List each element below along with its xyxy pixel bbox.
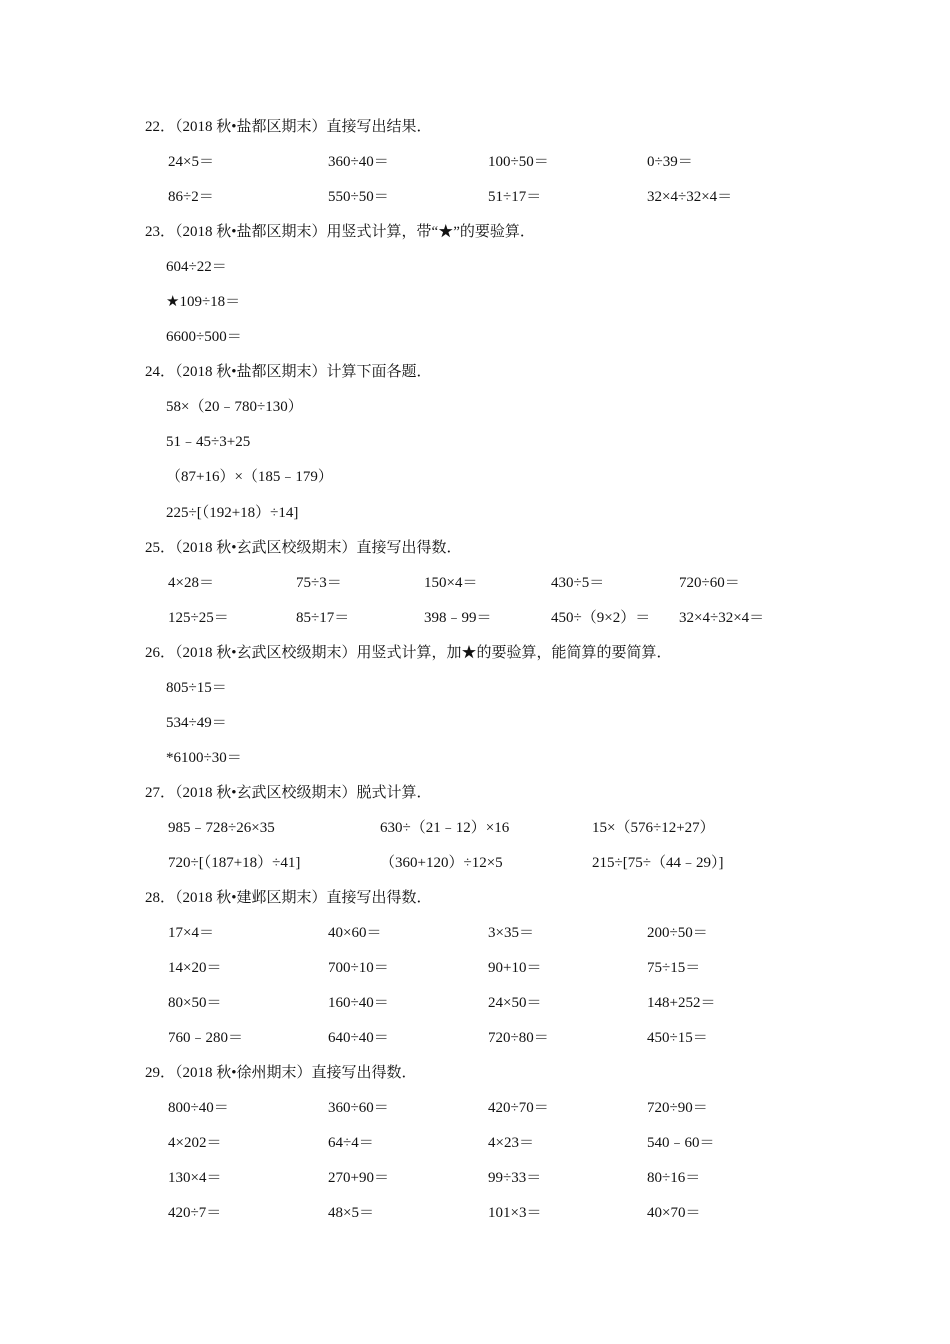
problem: 75÷3＝	[296, 575, 342, 591]
question-24-title	[145, 363, 432, 381]
question-prompt: 直接写出得数．	[326, 890, 432, 906]
problem: 32×4÷32×4＝	[679, 610, 765, 626]
problem: 40×70＝	[647, 1205, 701, 1221]
problem: 75÷15＝	[647, 960, 701, 976]
question-source: （2018 秋•盐都区期末）	[175, 119, 327, 135]
problem: 40×60＝	[328, 925, 382, 941]
problem: 640÷40＝	[328, 1030, 389, 1046]
problem: 360÷40＝	[328, 154, 389, 170]
question-source: （2018 秋•建邺区期末）	[175, 890, 327, 906]
problem: 17×4＝	[168, 925, 214, 941]
problem: 24×5＝	[168, 154, 214, 170]
question-22-title	[145, 118, 432, 136]
question-number: 23．	[145, 224, 176, 240]
question-source: （2018 秋•玄武区校级期末）	[175, 645, 357, 661]
question-source: （2018 秋•徐州期末）	[175, 1065, 312, 1081]
problem: 4×202＝	[168, 1135, 222, 1151]
problem: 450÷（9×2）＝	[551, 610, 651, 626]
problem: 0÷39＝	[647, 154, 693, 170]
question-number: 25．	[145, 540, 176, 556]
problem: 4×23＝	[488, 1135, 534, 1151]
problem: 3×35＝	[488, 925, 534, 941]
question-prompt: 直接写出得数．	[356, 540, 462, 556]
problem: 14×20＝	[168, 960, 222, 976]
problem: 150×4＝	[424, 575, 478, 591]
question-26-title	[145, 644, 672, 662]
problem: 101×3＝	[488, 1205, 542, 1221]
question-prompt: 用竖式计算，带“★”的要验算．	[326, 224, 535, 240]
problem: 58×（20﹣780÷130）	[166, 399, 303, 415]
problem: （360+120）÷12×5	[380, 855, 503, 871]
question-23-title	[145, 223, 535, 241]
problem: 800÷40＝	[168, 1100, 229, 1116]
problem: 215÷[75÷（44﹣29）]	[592, 855, 724, 871]
problem: 85÷17＝	[296, 610, 350, 626]
problem: 6600÷500＝	[166, 329, 242, 345]
question-prompt: 直接写出得数．	[311, 1065, 417, 1081]
problem: 760﹣280＝	[168, 1030, 244, 1046]
question-prompt: 用竖式计算，加★的要验算，能简算的要简算．	[356, 645, 672, 661]
problem: 90+10＝	[488, 960, 542, 976]
problem: 430÷5＝	[551, 575, 605, 591]
problem: 420÷7＝	[168, 1205, 222, 1221]
question-source: （2018 秋•盐都区期末）	[175, 224, 327, 240]
problem: 100÷50＝	[488, 154, 549, 170]
question-27-title	[145, 784, 432, 802]
problem: 80×50＝	[168, 995, 222, 1011]
problem: 64÷4＝	[328, 1135, 374, 1151]
question-number: 27．	[145, 785, 176, 801]
problem: 630÷（21﹣12）×16	[380, 820, 510, 836]
problem: 985﹣728÷26×35	[168, 820, 275, 836]
problem: 32×4÷32×4＝	[647, 189, 733, 205]
problem: 51÷17＝	[488, 189, 542, 205]
question-prompt: 脱式计算．	[356, 785, 432, 801]
problem: *6100÷30＝	[166, 750, 242, 766]
problem: ★109÷18＝	[166, 294, 241, 310]
problem: 450÷15＝	[647, 1030, 708, 1046]
problem: 540﹣60＝	[647, 1135, 715, 1151]
problem: 15×（576÷12+27）	[592, 820, 715, 836]
problem: 720÷[（187+18）÷41]	[168, 855, 301, 871]
question-number: 24．	[145, 364, 176, 380]
question-prompt: 直接写出结果．	[326, 119, 432, 135]
question-number: 22．	[145, 119, 176, 135]
question-29-title	[145, 1064, 417, 1082]
question-source: （2018 秋•玄武区校级期末）	[175, 785, 357, 801]
problem: 51﹣45÷3+25	[166, 434, 251, 450]
question-number: 28．	[145, 890, 176, 906]
problem: 130×4＝	[168, 1170, 222, 1186]
problem: 24×50＝	[488, 995, 542, 1011]
problem: 270+90＝	[328, 1170, 389, 1186]
question-source: （2018 秋•玄武区校级期末）	[175, 540, 357, 556]
question-28-title	[145, 889, 432, 907]
problem: 86÷2＝	[168, 189, 214, 205]
problem: 125÷25＝	[168, 610, 229, 626]
problem: 720÷90＝	[647, 1100, 708, 1116]
question-25-title	[145, 539, 462, 557]
question-source: （2018 秋•盐都区期末）	[175, 364, 327, 380]
problem: 720÷80＝	[488, 1030, 549, 1046]
problem: 200÷50＝	[647, 925, 708, 941]
problem: 225÷[（192+18）÷14]	[166, 505, 299, 521]
problem: 48×5＝	[328, 1205, 374, 1221]
problem: 420÷70＝	[488, 1100, 549, 1116]
problem: 99÷33＝	[488, 1170, 542, 1186]
problem: 720÷60＝	[679, 575, 740, 591]
problem: 604÷22＝	[166, 259, 227, 275]
problem: 80÷16＝	[647, 1170, 701, 1186]
problem: 805÷15＝	[166, 680, 227, 696]
problem: 550÷50＝	[328, 189, 389, 205]
problem: （87+16）×（185﹣179）	[166, 469, 333, 485]
question-number: 29．	[145, 1065, 176, 1081]
question-prompt: 计算下面各题．	[326, 364, 432, 380]
problem: 398﹣99＝	[424, 610, 492, 626]
problem: 700÷10＝	[328, 960, 389, 976]
problem: 148+252＝	[647, 995, 716, 1011]
problem: 4×28＝	[168, 575, 214, 591]
question-number: 26．	[145, 645, 176, 661]
problem: 360÷60＝	[328, 1100, 389, 1116]
problem: 160÷40＝	[328, 995, 389, 1011]
problem: 534÷49＝	[166, 715, 227, 731]
